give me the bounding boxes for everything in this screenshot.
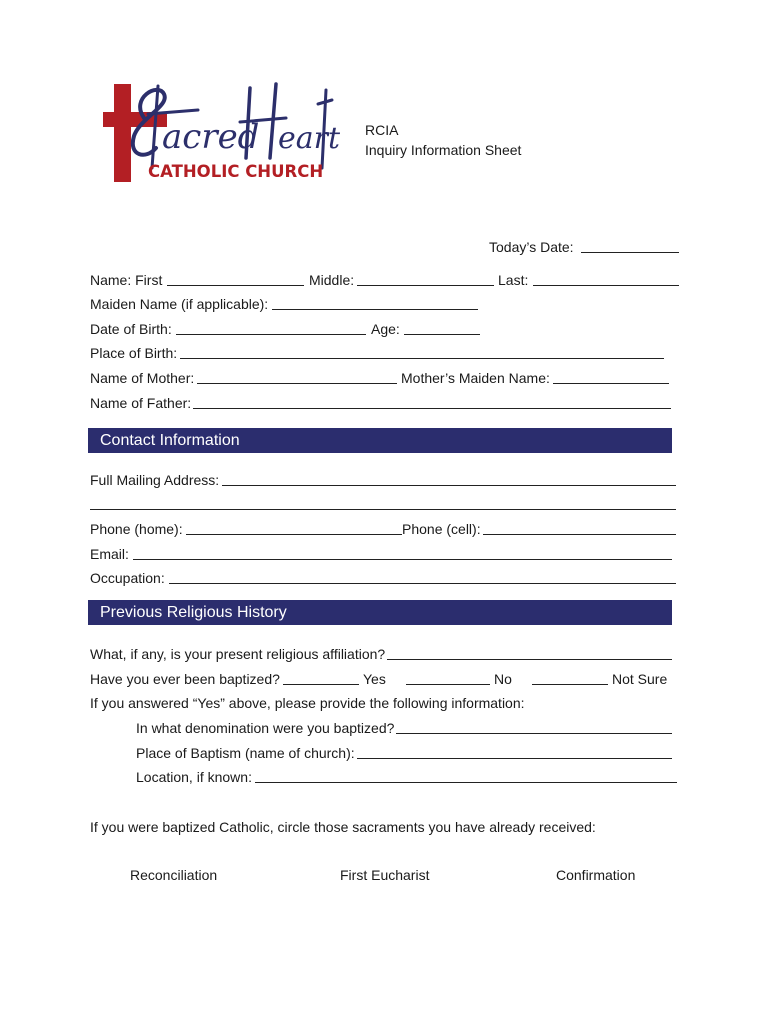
last-name-label: Last: [498,272,529,288]
todays-date-label: Today’s Date: [489,239,574,255]
baptism-location-field[interactable] [255,782,677,783]
mother-maiden-label: Mother’s Maiden Name: [401,370,550,386]
phone-home-label: Phone (home): [90,521,183,537]
sacred-heart-logo-mark [100,78,340,188]
address-label: Full Mailing Address: [90,472,220,488]
todays-date-field[interactable] [581,252,679,253]
middle-name-field[interactable] [357,285,494,286]
mother-maiden-field[interactable] [553,383,669,384]
dob-field[interactable] [176,334,366,335]
logo-wordmark-text: acred [162,117,260,157]
form-code: RCIA [365,122,399,138]
baptized-yes-label: Yes [363,671,386,687]
first-name-field[interactable] [167,285,304,286]
contact-section-title: Contact Information [100,432,240,449]
address-field-line2[interactable] [90,509,676,510]
logo-subtitle-text: CATHOLIC CHURCH [148,162,324,181]
phone-cell-field[interactable] [483,534,676,535]
place-of-baptism-label: Place of Baptism (name of church): [136,745,355,761]
email-field[interactable] [133,559,672,560]
affiliation-field[interactable] [387,659,672,660]
baptized-yes-field[interactable] [283,684,359,685]
baptized-not-sure-label: Not Sure [612,671,668,687]
baptized-no-field[interactable] [406,684,490,685]
form-title: Inquiry Information Sheet [365,142,522,158]
first-name-label: Name: First [90,272,163,288]
baptism-location-label: Location, if known: [136,769,252,785]
phone-home-field[interactable] [186,534,402,535]
place-of-birth-label: Place of Birth: [90,345,178,361]
father-name-field[interactable] [193,408,671,409]
address-field-line1[interactable] [222,485,676,486]
middle-name-label: Middle: [309,272,355,288]
maiden-name-label: Maiden Name (if applicable): [90,296,269,312]
contact-section-header [88,428,672,453]
age-field[interactable] [404,334,480,335]
denomination-label: In what denomination were you baptized? [136,720,395,736]
place-of-birth-field[interactable] [180,358,664,359]
baptized-not-sure-field[interactable] [532,684,608,685]
if-yes-instruction: If you answered “Yes” above, please provide the following information: [90,695,525,711]
phone-cell-label: Phone (cell): [402,521,481,537]
mother-name-field[interactable] [197,383,397,384]
religious-section-title: Previous Religious History [100,604,287,621]
age-label: Age: [371,321,400,337]
sacrament-reconciliation[interactable]: Reconciliation [130,867,218,883]
sacrament-confirmation[interactable]: Confirmation [556,867,636,883]
svg-text:eart: eart [278,121,340,156]
sacraments-prompt: If you were baptized Catholic, circle those sacraments you have already received: [90,819,596,835]
denomination-field[interactable] [396,733,672,734]
occupation-field[interactable] [169,583,676,584]
dob-label: Date of Birth: [90,321,172,337]
maiden-name-field[interactable] [272,309,478,310]
father-name-label: Name of Father: [90,395,192,411]
affiliation-label: What, if any, is your present religious affiliation? [90,646,386,662]
email-label: Email: [90,546,129,562]
last-name-field[interactable] [533,285,679,286]
church-logo [100,78,340,188]
mother-name-label: Name of Mother: [90,370,195,386]
baptized-no-label: No [494,671,512,687]
baptized-question: Have you ever been baptized? [90,671,280,687]
religious-section-header [88,600,672,625]
place-of-baptism-field[interactable] [357,758,672,759]
sacrament-first-eucharist[interactable]: First Eucharist [340,867,430,883]
occupation-label: Occupation: [90,570,165,586]
